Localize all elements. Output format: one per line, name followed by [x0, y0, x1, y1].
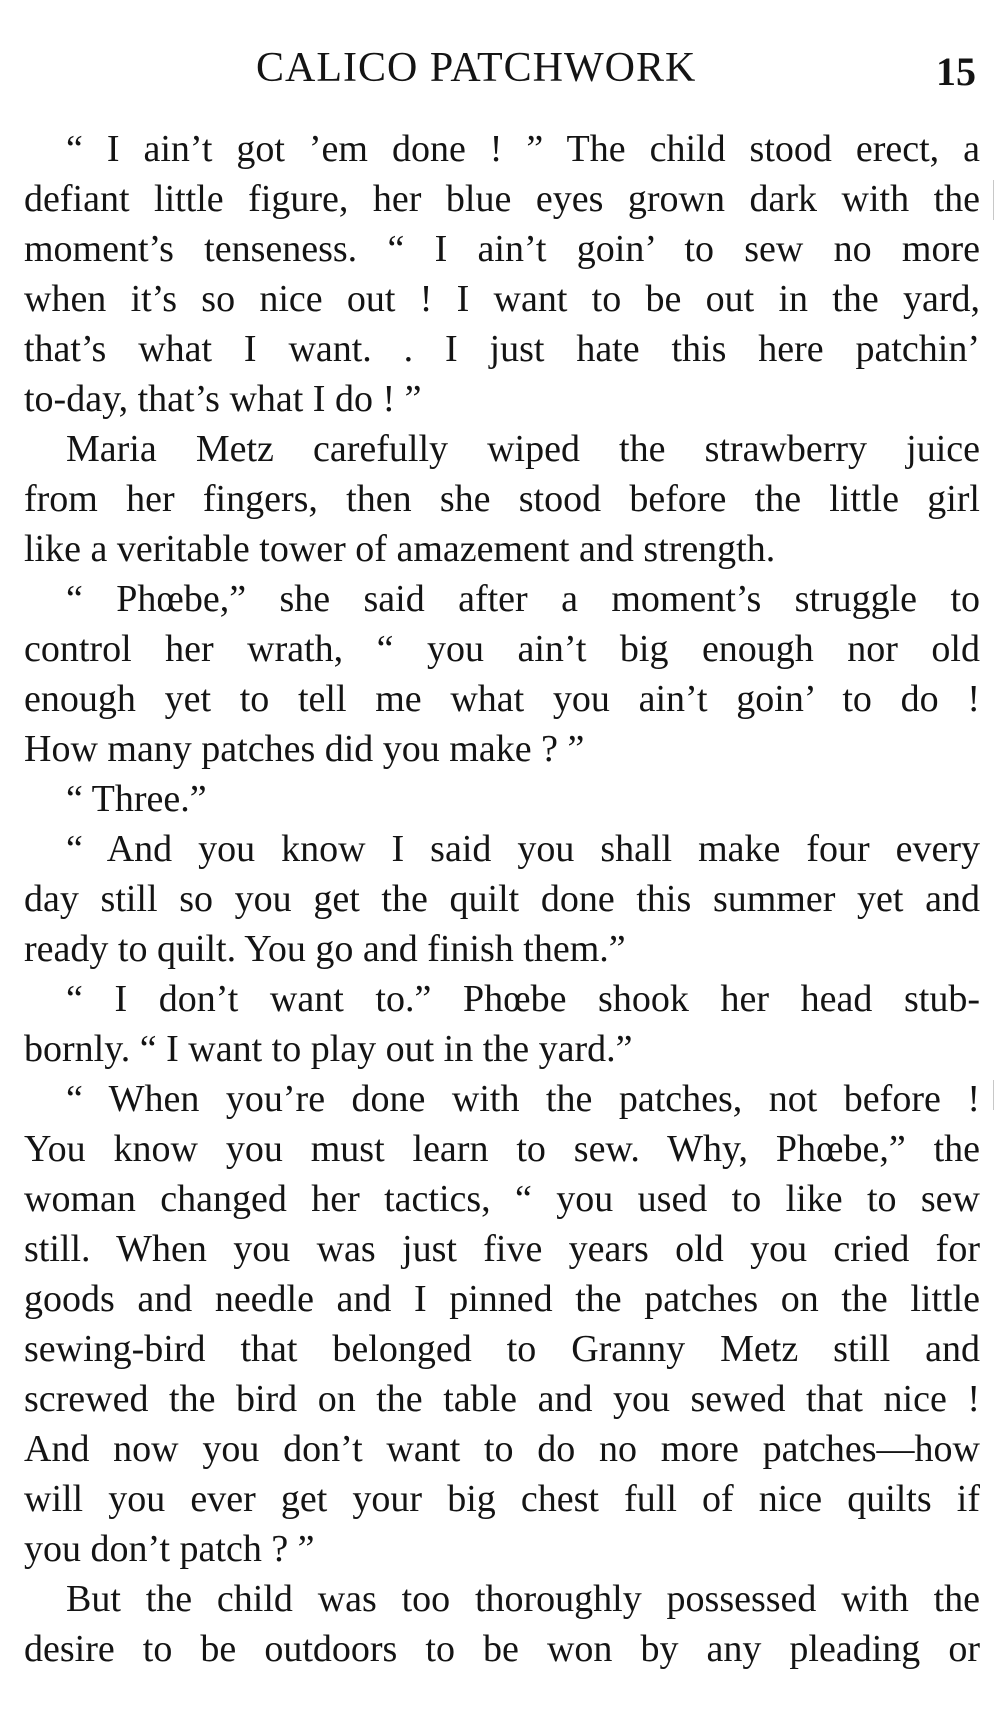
text-line: ready to quilt. You go and finish them.”: [24, 928, 626, 970]
text-line: to-day, that’s what I do ! ”: [24, 378, 422, 420]
page-number: 15: [936, 49, 976, 94]
text-line: “ I ain’t got ’em done ! ” The child stood erect, a: [66, 128, 980, 170]
text-line: bornly. “ I want to play out in the yard.”: [24, 1028, 633, 1070]
text-line: like a veritable tower of amazement and strength.: [24, 528, 776, 570]
body-text: [24, 124, 980, 1674]
text-line: enough yet to tell me what you ain’t goin’ to do !: [24, 678, 980, 720]
text-line: will you ever get your big chest full of nice quilts if: [24, 1478, 980, 1520]
text-line: control her wrath, “ you ain’t big enough nor old: [24, 628, 980, 670]
text-line: sewing-bird that belonged to Granny Metz still and: [24, 1328, 980, 1370]
text-line: still. When you was just five years old you cried for: [24, 1228, 980, 1270]
text-line: “ And you know I said you shall make four every: [66, 828, 980, 870]
running-head: [0, 44, 1000, 94]
text-line: Maria Metz carefully wiped the strawberry juice: [66, 428, 980, 470]
scan-edge-mark: [993, 1080, 994, 1110]
text-line: How many patches did you make ? ”: [24, 728, 585, 770]
scan-edge-mark: [993, 180, 994, 220]
text-line: You know you must learn to sew. Why, Phœbe,” the: [24, 1128, 980, 1170]
text-line: But the child was too thoroughly possessed with the: [66, 1578, 980, 1620]
text-line: when it’s so nice out ! I want to be out in the yard,: [24, 278, 980, 320]
text-line: “ Phœbe,” she said after a moment’s struggle to: [66, 578, 980, 620]
text-line: that’s what I want. . I just hate this here patchin’: [24, 328, 980, 370]
text-line: goods and needle and I pinned the patches on the little: [24, 1278, 980, 1320]
text-line: you don’t patch ? ”: [24, 1528, 315, 1570]
text-line: “ I don’t want to.” Phœbe shook her head stub-: [66, 978, 980, 1020]
text-line: “ When you’re done with the patches, not before !: [66, 1078, 980, 1120]
text-line: screwed the bird on the table and you sewed that nice !: [24, 1378, 980, 1420]
text-line: woman changed her tactics, “ you used to like to sew: [24, 1178, 980, 1220]
text-line: day still so you get the quilt done this summer yet and: [24, 878, 980, 920]
text-line: moment’s tenseness. “ I ain’t goin’ to sew no more: [24, 228, 980, 270]
running-head-title: CALICO PATCHWORK: [256, 45, 697, 91]
text-line: defiant little figure, her blue eyes grown dark with the: [24, 178, 980, 220]
text-line: And now you don’t want to do no more patches—how: [24, 1428, 980, 1470]
text-line: desire to be outdoors to be won by any pleading or: [24, 1628, 980, 1670]
text-line: “ Three.”: [66, 778, 207, 820]
text-line: from her fingers, then she stood before the little girl: [24, 478, 980, 520]
